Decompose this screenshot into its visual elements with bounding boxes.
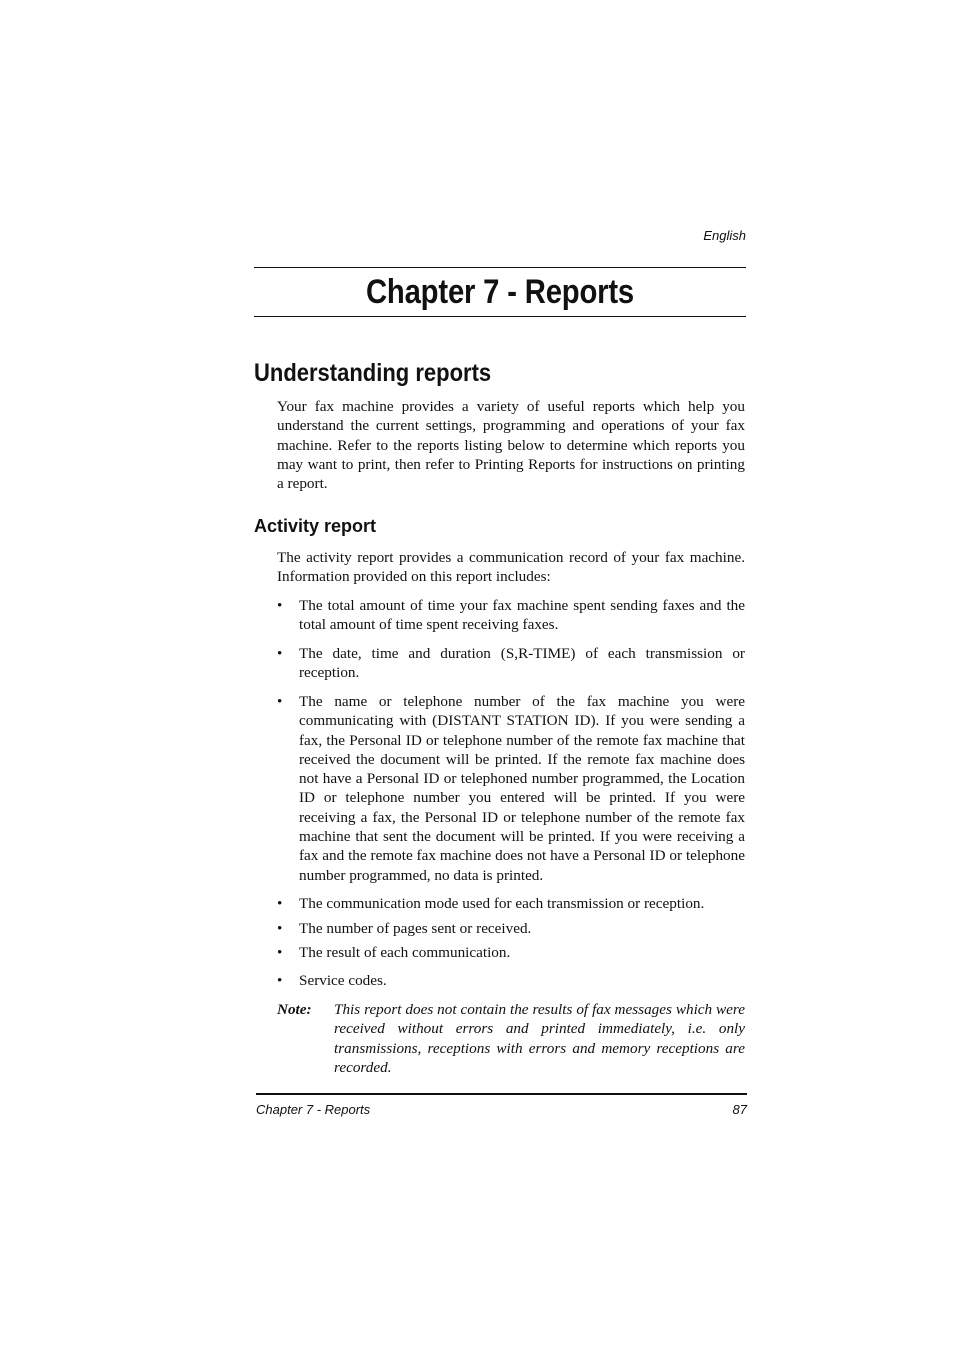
list-item xyxy=(277,692,745,885)
chapter-title-bottom-rule xyxy=(254,316,746,317)
footer-page-number: 87 xyxy=(732,1102,747,1117)
list-item-text: The name or telephone number of the fax machine you were communicating with (DISTANT STATION ID). If you were sending a fax, the Personal ID or telephone number of the remote fax machine that received the document will be printed. If the remote fax machine does not have a Personal ID or telephoned number programmed, the Location ID or telephone number you entered will be printed. If you were receiving a fax, the Personal ID or telephone number of the remote fax machine that sent the document will be printed. If you were receiving a fax and the remote fax machine does not have a Personal ID or telephone number programmed, no data is printed. xyxy=(299,693,745,884)
bullet-icon: • xyxy=(277,972,283,989)
list-item-text: Service codes. xyxy=(299,972,387,989)
activity-intro-paragraph: The activity report provides a communication record of your fax machine. Information provided on this report includes: xyxy=(277,549,745,586)
section-title: Understanding reports xyxy=(254,359,492,387)
bullet-icon: • xyxy=(277,944,283,961)
chapter-title: Chapter 7 - Reports xyxy=(365,273,635,311)
footer-rule xyxy=(256,1093,747,1095)
list-item-text: The communication mode used for each transmission or reception. xyxy=(299,895,705,912)
list-item-text: The date, time and duration (S,R-TIME) of each transmission or reception. xyxy=(299,645,745,682)
header-language-label: English xyxy=(703,228,746,243)
bullet-icon: • xyxy=(277,895,283,912)
list-item xyxy=(277,596,745,635)
note-block xyxy=(277,1000,745,1077)
list-item-text: The number of pages sent or received. xyxy=(299,920,532,937)
bullet-icon: • xyxy=(277,645,283,662)
list-item xyxy=(277,919,745,938)
bullet-icon: • xyxy=(277,597,283,614)
bullet-icon: • xyxy=(277,693,283,710)
footer-chapter-label: Chapter 7 - Reports xyxy=(256,1102,371,1117)
list-item xyxy=(277,894,745,913)
list-item xyxy=(277,644,745,683)
subsection-title: Activity report xyxy=(254,516,377,536)
note-text: This report does not contain the results of fax messages which were received without errors and printed immediately, i.e. only transmissions, receptions with errors and memory receptions are recorded. xyxy=(334,1001,745,1076)
note-label: Note: xyxy=(277,1001,312,1018)
list-item xyxy=(277,943,745,962)
section-intro-paragraph: Your fax machine provides a variety of useful reports which help you understand the current settings, programming and operations of your fax machine. Refer to the reports listing below to determine which reports you may want to print, then refer to Printing Reports for instructions on printing a report. xyxy=(277,398,745,493)
list-item-text: The total amount of time your fax machine spent sending faxes and the total amount of time spent receiving faxes. xyxy=(299,597,745,634)
list-item xyxy=(277,971,745,990)
list-item-text: The result of each communication. xyxy=(299,944,511,961)
bullet-icon: • xyxy=(277,920,283,937)
chapter-title-top-rule xyxy=(254,267,746,268)
